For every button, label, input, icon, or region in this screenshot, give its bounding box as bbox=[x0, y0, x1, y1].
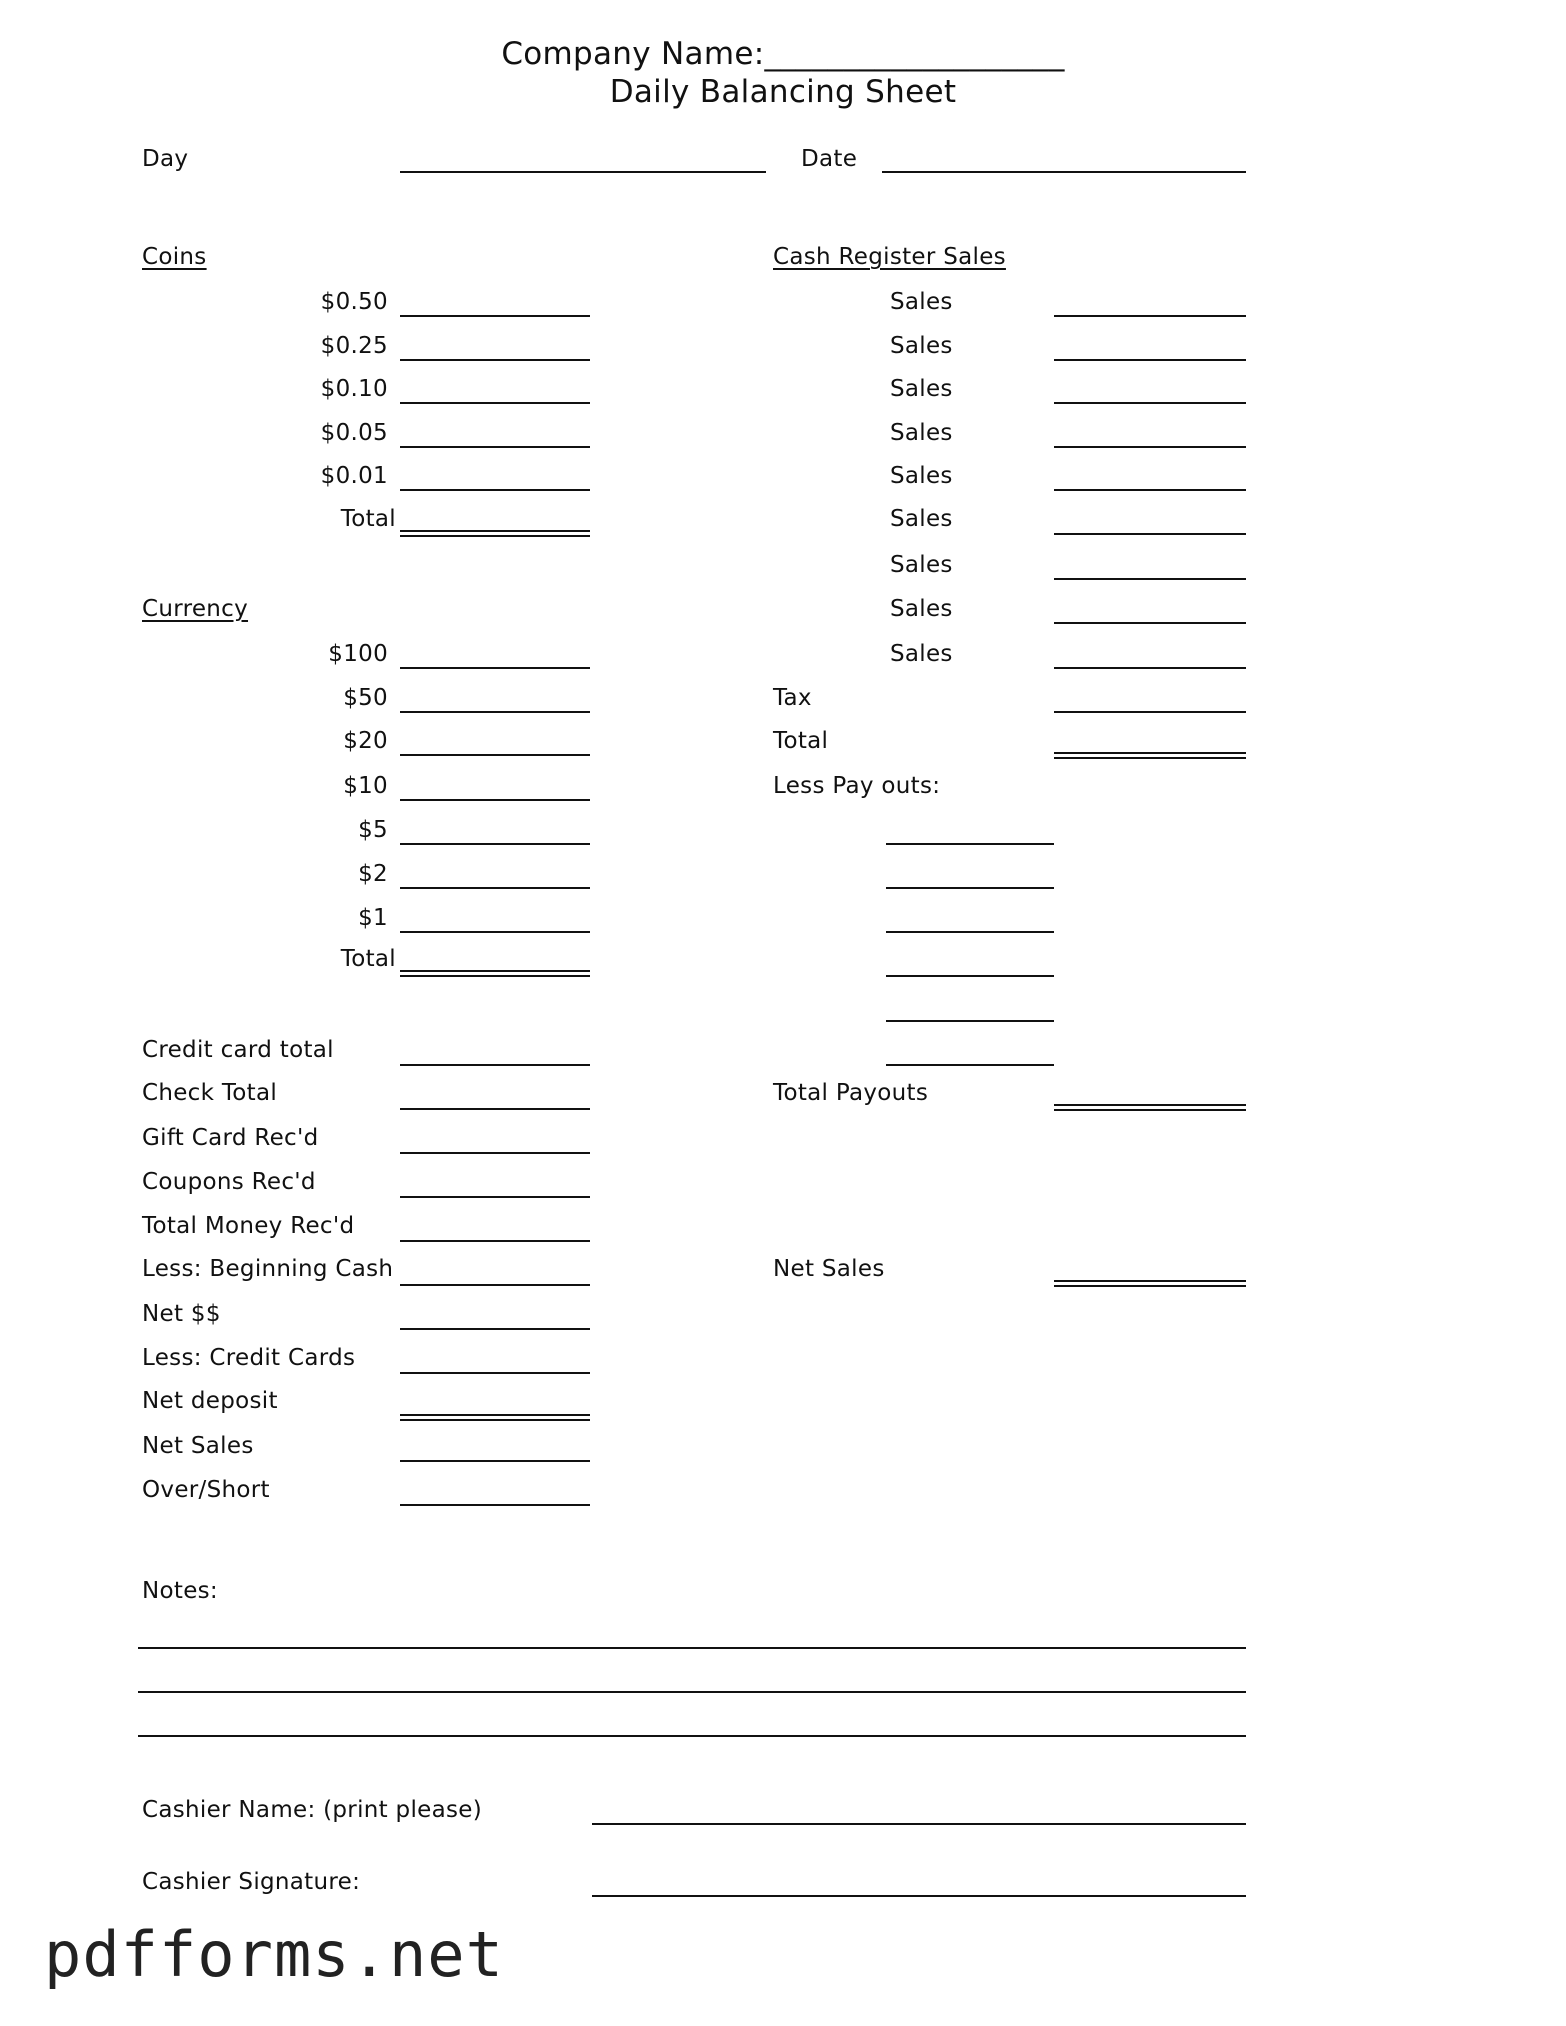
currency-field[interactable] bbox=[400, 843, 590, 845]
watermark: pdfforms.net bbox=[44, 1918, 504, 1991]
notes-line[interactable] bbox=[138, 1691, 1246, 1693]
total-payouts-label: Total Payouts bbox=[773, 1080, 929, 1106]
tax-label: Tax bbox=[773, 685, 812, 711]
sales-field[interactable] bbox=[1054, 533, 1246, 535]
coins-total-label: Total bbox=[340, 506, 396, 532]
currency-field[interactable] bbox=[400, 931, 590, 933]
currency-total-label: Total bbox=[340, 946, 396, 972]
currency-total-field[interactable] bbox=[400, 970, 590, 977]
payout-field[interactable] bbox=[886, 843, 1054, 845]
currency-field[interactable] bbox=[400, 887, 590, 889]
totals-field[interactable] bbox=[400, 1064, 590, 1066]
company-name-label: Company Name:___________________ bbox=[501, 36, 1065, 72]
currency-label: $5 bbox=[358, 817, 388, 843]
totals-field[interactable] bbox=[400, 1108, 590, 1110]
sales-field[interactable] bbox=[1054, 402, 1246, 404]
net-deposit-field[interactable] bbox=[400, 1414, 590, 1421]
coin-field[interactable] bbox=[400, 359, 590, 361]
totals-label: Total Money Rec'd bbox=[142, 1213, 355, 1239]
sales-label: Sales bbox=[890, 596, 953, 622]
payout-field[interactable] bbox=[886, 931, 1054, 933]
totals-label: Credit card total bbox=[142, 1037, 334, 1063]
page-title: Daily Balancing Sheet bbox=[609, 74, 957, 110]
coins-total-field[interactable] bbox=[400, 530, 590, 537]
totals-label: Over/Short bbox=[142, 1477, 270, 1503]
totals-label: Net $$ bbox=[142, 1301, 221, 1327]
currency-field[interactable] bbox=[400, 799, 590, 801]
sales-field[interactable] bbox=[1054, 667, 1246, 669]
notes-label: Notes: bbox=[142, 1578, 218, 1604]
currency-label: $10 bbox=[343, 773, 388, 799]
register-heading: Cash Register Sales bbox=[773, 244, 1006, 270]
cashier-name-label: Cashier Name: (print please) bbox=[142, 1797, 483, 1823]
sales-label: Sales bbox=[890, 376, 953, 402]
currency-label: $2 bbox=[358, 861, 388, 887]
register-total-field[interactable] bbox=[1054, 752, 1246, 759]
totals-label: Net deposit bbox=[142, 1388, 278, 1414]
net-sales-label: Net Sales bbox=[773, 1256, 885, 1282]
cashier-signature-label: Cashier Signature: bbox=[142, 1869, 361, 1895]
totals-field[interactable] bbox=[400, 1152, 590, 1154]
totals-field[interactable] bbox=[400, 1240, 590, 1242]
sales-label: Sales bbox=[890, 552, 953, 578]
totals-label: Coupons Rec'd bbox=[142, 1169, 316, 1195]
cashier-signature-field[interactable] bbox=[592, 1895, 1246, 1897]
sales-field[interactable] bbox=[1054, 315, 1246, 317]
sales-field[interactable] bbox=[1054, 359, 1246, 361]
sales-field[interactable] bbox=[1054, 622, 1246, 624]
currency-label: $20 bbox=[343, 728, 388, 754]
day-label: Day bbox=[142, 146, 189, 172]
net-sales-field[interactable] bbox=[1054, 1280, 1246, 1287]
notes-line[interactable] bbox=[138, 1647, 1246, 1649]
currency-field[interactable] bbox=[400, 754, 590, 756]
payout-field[interactable] bbox=[886, 1064, 1054, 1066]
totals-field[interactable] bbox=[400, 1196, 590, 1198]
coin-label: $0.10 bbox=[320, 376, 388, 402]
totals-label: Gift Card Rec'd bbox=[142, 1125, 319, 1151]
currency-label: $50 bbox=[343, 685, 388, 711]
date-label: Date bbox=[801, 146, 858, 172]
cashier-name-field[interactable] bbox=[592, 1823, 1246, 1825]
payout-field[interactable] bbox=[886, 975, 1054, 977]
payout-field[interactable] bbox=[886, 887, 1054, 889]
totals-field[interactable] bbox=[400, 1284, 590, 1286]
totals-field[interactable] bbox=[400, 1328, 590, 1330]
tax-field[interactable] bbox=[1054, 711, 1246, 713]
totals-label: Less: Credit Cards bbox=[142, 1345, 356, 1371]
sales-label: Sales bbox=[890, 420, 953, 446]
totals-field[interactable] bbox=[400, 1504, 590, 1506]
coin-field[interactable] bbox=[400, 402, 590, 404]
currency-label: $1 bbox=[358, 905, 388, 931]
coins-heading: Coins bbox=[142, 244, 207, 270]
coin-field[interactable] bbox=[400, 315, 590, 317]
date-field[interactable] bbox=[882, 171, 1246, 173]
coin-label: $0.50 bbox=[320, 289, 388, 315]
payout-field[interactable] bbox=[886, 1020, 1054, 1022]
totals-label: Check Total bbox=[142, 1080, 278, 1106]
sales-field[interactable] bbox=[1054, 489, 1246, 491]
sales-field[interactable] bbox=[1054, 578, 1246, 580]
total-payouts-field[interactable] bbox=[1054, 1104, 1246, 1111]
notes-line[interactable] bbox=[138, 1735, 1246, 1737]
sales-label: Sales bbox=[890, 641, 953, 667]
currency-field[interactable] bbox=[400, 667, 590, 669]
payouts-label: Less Pay outs: bbox=[773, 773, 941, 799]
day-field[interactable] bbox=[400, 171, 766, 173]
currency-heading: Currency bbox=[142, 596, 249, 622]
totals-label: Less: Beginning Cash bbox=[142, 1256, 394, 1282]
currency-label: $100 bbox=[328, 641, 388, 667]
totals-field[interactable] bbox=[400, 1372, 590, 1374]
totals-label: Net Sales bbox=[142, 1433, 254, 1459]
register-total-label: Total bbox=[773, 728, 829, 754]
coin-label: $0.01 bbox=[320, 463, 388, 489]
sales-field[interactable] bbox=[1054, 446, 1246, 448]
coin-label: $0.05 bbox=[320, 420, 388, 446]
sales-label: Sales bbox=[890, 463, 953, 489]
coin-label: $0.25 bbox=[320, 333, 388, 359]
sales-label: Sales bbox=[890, 333, 953, 359]
coin-field[interactable] bbox=[400, 446, 590, 448]
coin-field[interactable] bbox=[400, 489, 590, 491]
currency-field[interactable] bbox=[400, 711, 590, 713]
sales-label: Sales bbox=[890, 289, 953, 315]
sales-label: Sales bbox=[890, 506, 953, 532]
totals-field[interactable] bbox=[400, 1460, 590, 1462]
